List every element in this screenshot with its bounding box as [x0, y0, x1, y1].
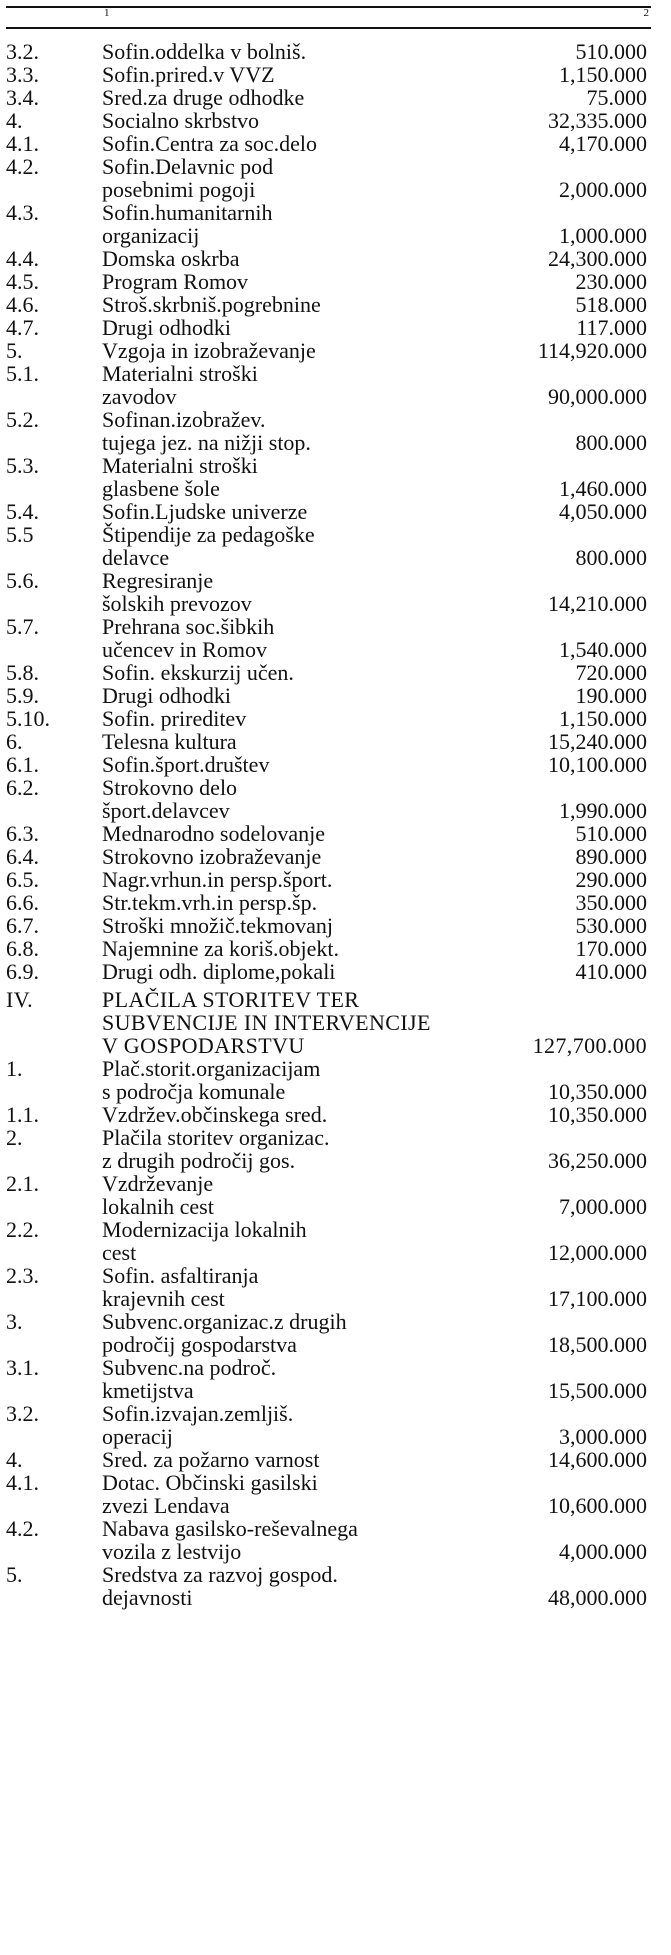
item-amount: 10,600.000: [548, 1493, 647, 1518]
item-number: 6.5.: [6, 867, 39, 892]
item-description: tujega jez. na nižji stop.: [102, 430, 311, 455]
item-description: Drugi odhodki: [102, 315, 231, 340]
item-description: Subvenc.na področ.: [102, 1355, 277, 1380]
top-rule: [6, 6, 651, 8]
item-number: 5.: [6, 1562, 23, 1587]
table-row: [0, 638, 671, 661]
item-description: Modernizacija lokalnih: [102, 1217, 307, 1242]
item-description: Sofin. asfaltiranja: [102, 1263, 259, 1288]
table-row: [0, 661, 671, 684]
item-amount: 24,300.000: [548, 246, 647, 271]
table-row: [0, 891, 671, 914]
item-amount: 510.000: [575, 39, 647, 64]
item-amount: 890.000: [575, 844, 647, 869]
item-number: 3.1.: [6, 1355, 39, 1380]
table-row: [0, 684, 671, 707]
table-row: [0, 270, 671, 293]
table-row: [0, 224, 671, 247]
table-row: [0, 1402, 671, 1425]
item-amount: 1,150.000: [559, 706, 647, 731]
item-description: šport.delavcev: [102, 798, 230, 823]
item-amount: 48,000.000: [548, 1585, 647, 1610]
item-number: 5.5: [6, 522, 34, 547]
item-number: 3.2.: [6, 1401, 39, 1426]
item-number: 1.: [6, 1056, 23, 1081]
item-amount: 1,150.000: [559, 62, 647, 87]
item-amount: 90,000.000: [548, 384, 647, 409]
table-row: [0, 109, 671, 132]
item-description: zvezi Lendava: [102, 1493, 230, 1518]
item-amount: 4,050.000: [559, 499, 647, 524]
item-number: 6.4.: [6, 844, 39, 869]
item-description: Vzdržev.občinskega sred.: [102, 1102, 328, 1127]
item-amount: 530.000: [575, 913, 647, 938]
table-row: [0, 1586, 671, 1609]
item-amount: 510.000: [575, 821, 647, 846]
item-number: 3.3.: [6, 62, 39, 87]
item-number: 2.2.: [6, 1217, 39, 1242]
table-row: [0, 1149, 671, 1172]
table-row: [0, 500, 671, 523]
item-description: Sofinan.izobražev.: [102, 407, 266, 432]
table-row: [0, 408, 671, 431]
item-number: 3.4.: [6, 85, 39, 110]
item-description: Sofin.humanitarnih: [102, 200, 273, 225]
item-description: delavce: [102, 545, 170, 570]
table-row: [0, 1517, 671, 1540]
table-row: [0, 569, 671, 592]
table-row: [0, 1310, 671, 1333]
table-row: [0, 316, 671, 339]
item-description: Sofin. prireditev: [102, 706, 247, 731]
item-number: 5.1.: [6, 361, 39, 386]
item-description: Prehrana soc.šibkih: [102, 614, 275, 639]
item-amount: 14,210.000: [548, 591, 647, 616]
item-description: področij gospodarstva: [102, 1332, 297, 1357]
item-number: 5.2.: [6, 407, 39, 432]
item-number: 4.6.: [6, 292, 39, 317]
item-number: 3.: [6, 1309, 23, 1334]
item-amount: 1,000.000: [559, 223, 647, 248]
table-row: [0, 132, 671, 155]
item-amount: 17,100.000: [548, 1286, 647, 1311]
item-description: Sofin.Delavnic pod: [102, 154, 274, 179]
table-row: [0, 40, 671, 63]
item-amount: 10,350.000: [548, 1079, 647, 1104]
item-number: 5.9.: [6, 683, 39, 708]
item-amount: 4,000.000: [559, 1539, 647, 1564]
header-rule: [6, 27, 651, 29]
item-description: Sofin.prired.v VVZ: [102, 62, 275, 87]
item-number: 6.3.: [6, 821, 39, 846]
item-amount: 36,250.000: [548, 1148, 647, 1173]
item-description: cest: [102, 1240, 137, 1265]
item-amount: 290.000: [575, 867, 647, 892]
item-description: Sofin. ekskurzij učen.: [102, 660, 294, 685]
table-row: [0, 776, 671, 799]
item-amount: 10,100.000: [548, 752, 647, 777]
item-description: Strokovno izobraževanje: [102, 844, 322, 869]
item-number: 4.: [6, 1447, 23, 1472]
item-amount: 800.000: [575, 545, 647, 570]
item-description: posebnimi pogoji: [102, 177, 256, 202]
item-amount: 75.000: [586, 85, 647, 110]
table-row: [0, 201, 671, 224]
table-row: [0, 155, 671, 178]
item-description: Telesna kultura: [102, 729, 237, 754]
table-row: [0, 431, 671, 454]
table-row: [0, 362, 671, 385]
item-description: dejavnosti: [102, 1585, 193, 1610]
item-description: Regresiranje: [102, 568, 214, 593]
item-description: Vzdrževanje: [102, 1171, 214, 1196]
item-amount: 10,350.000: [548, 1102, 647, 1127]
item-number: 5.8.: [6, 660, 39, 685]
table-row: [0, 385, 671, 408]
item-number: 5.4.: [6, 499, 39, 524]
item-amount: 15,240.000: [548, 729, 647, 754]
item-description: Sofin.šport.društev: [102, 752, 270, 777]
budget-table: [0, 40, 671, 1609]
table-row: [0, 339, 671, 362]
table-row: [0, 1379, 671, 1402]
item-description: organizacij: [102, 223, 200, 248]
table-row: [0, 523, 671, 546]
table-row: [0, 1103, 671, 1126]
item-description: Plač.storit.organizacijam: [102, 1056, 321, 1081]
item-number: 2.: [6, 1125, 23, 1150]
table-row: [0, 1195, 671, 1218]
table-row: [0, 615, 671, 638]
item-number: 2.1.: [6, 1171, 39, 1196]
table-row: [0, 868, 671, 891]
item-amount: 127,700.000: [532, 1033, 647, 1058]
item-amount: 1,990.000: [559, 798, 647, 823]
item-description: V GOSPODARSTVU: [102, 1033, 305, 1058]
item-number: 6.2.: [6, 775, 39, 800]
item-number: 6.: [6, 729, 23, 754]
table-row: [0, 1264, 671, 1287]
item-number: 4.: [6, 108, 23, 133]
item-description: Domska oskrba: [102, 246, 240, 271]
item-amount: 114,920.000: [537, 338, 647, 363]
item-amount: 18,500.000: [548, 1332, 647, 1357]
item-number: 6.9.: [6, 959, 39, 984]
column-number-2: 2: [643, 7, 649, 19]
item-number: 6.8.: [6, 936, 39, 961]
item-number: 4.1.: [6, 1470, 39, 1495]
item-description: Nagr.vrhun.in persp.šport.: [102, 867, 333, 892]
item-number: 5.6.: [6, 568, 39, 593]
item-number: 4.4.: [6, 246, 39, 271]
item-number: 4.3.: [6, 200, 39, 225]
table-row: [0, 822, 671, 845]
item-description: Drugi odhodki: [102, 683, 231, 708]
item-description: s področja komunale: [102, 1079, 286, 1104]
table-row: [0, 1287, 671, 1310]
item-number: 5.3.: [6, 453, 39, 478]
table-row: [0, 1425, 671, 1448]
item-number: 5.7.: [6, 614, 39, 639]
item-description: Najemnine za koriš.objekt.: [102, 936, 340, 961]
item-description: Socialno skrbstvo: [102, 108, 260, 133]
table-row: [0, 1494, 671, 1517]
item-description: Nabava gasilsko-reševalnega: [102, 1516, 358, 1541]
item-amount: 12,000.000: [548, 1240, 647, 1265]
item-amount: 32,335.000: [548, 108, 647, 133]
item-description: kmetijstva: [102, 1378, 194, 1403]
item-description: Plačila storitev organizac.: [102, 1125, 330, 1150]
table-row: [0, 1333, 671, 1356]
item-amount: 15,500.000: [548, 1378, 647, 1403]
table-row: [0, 477, 671, 500]
column-number-1: 1: [104, 7, 110, 19]
item-number: 2.3.: [6, 1263, 39, 1288]
item-number: 4.1.: [6, 131, 39, 156]
item-description: PLAČILA STORITEV TER: [102, 987, 360, 1012]
item-description: vozila z lestvijo: [102, 1539, 242, 1564]
item-number: 6.6.: [6, 890, 39, 915]
item-description: Sred. za požarno varnost: [102, 1447, 320, 1472]
table-row: [0, 1241, 671, 1264]
item-amount: 14,600.000: [548, 1447, 647, 1472]
table-row: [0, 1448, 671, 1471]
item-description: Stroš.skrbniš.pogrebnine: [102, 292, 321, 317]
item-number: 4.5.: [6, 269, 39, 294]
table-row: [0, 1218, 671, 1241]
item-description: zavodov: [102, 384, 177, 409]
item-amount: 4,170.000: [559, 131, 647, 156]
item-amount: 190.000: [575, 683, 647, 708]
table-row: [0, 293, 671, 316]
item-number: 1.1.: [6, 1102, 39, 1127]
item-amount: 720.000: [575, 660, 647, 685]
table-row: [0, 730, 671, 753]
item-amount: 7,000.000: [559, 1194, 647, 1219]
item-description: SUBVENCIJE IN INTERVENCIJE: [102, 1010, 431, 1035]
item-description: Stroški množič.tekmovanj: [102, 913, 333, 938]
item-description: glasbene šole: [102, 476, 220, 501]
item-description: Str.tekm.vrh.in persp.šp.: [102, 890, 318, 915]
item-amount: 3,000.000: [559, 1424, 647, 1449]
item-amount: 1,540.000: [559, 637, 647, 662]
item-amount: 1,460.000: [559, 476, 647, 501]
item-description: Sofin.izvajan.zemljiš.: [102, 1401, 294, 1426]
item-description: Dotac. Občinski gasilski: [102, 1470, 318, 1495]
item-number: 5.: [6, 338, 23, 363]
table-row: [0, 753, 671, 776]
item-description: krajevnih cest: [102, 1286, 225, 1311]
table-row: [0, 1471, 671, 1494]
item-number: 5.10.: [6, 706, 50, 731]
item-description: Štipendije za pedagoške: [102, 522, 315, 547]
table-row: [0, 247, 671, 270]
item-description: Sofin.Ljudske univerze: [102, 499, 308, 524]
table-row: [0, 178, 671, 201]
table-row: [0, 63, 671, 86]
item-description: Strokovno delo: [102, 775, 238, 800]
item-description: Subvenc.organizac.z drugih: [102, 1309, 347, 1334]
table-row: [0, 799, 671, 822]
table-header: [0, 0, 671, 40]
item-number: 4.2.: [6, 1516, 39, 1541]
item-description: z drugih področij gos.: [102, 1148, 296, 1173]
item-description: Sred.za druge odhodke: [102, 85, 305, 110]
item-amount: 800.000: [575, 430, 647, 455]
table-row: [0, 937, 671, 960]
table-row: [0, 86, 671, 109]
table-row: [0, 1034, 671, 1057]
item-description: Sredstva za razvoj gospod.: [102, 1562, 338, 1587]
item-description: Vzgoja in izobraževanje: [102, 338, 316, 363]
item-description: lokalnih cest: [102, 1194, 214, 1219]
item-amount: 410.000: [575, 959, 647, 984]
item-description: šolskih prevozov: [102, 591, 252, 616]
item-amount: 230.000: [575, 269, 647, 294]
table-row: [0, 960, 671, 983]
table-row: [0, 914, 671, 937]
table-row: [0, 1011, 671, 1034]
table-row: [0, 1563, 671, 1586]
item-description: Sofin.oddelka v bolniš.: [102, 39, 307, 64]
item-number: IV.: [6, 987, 34, 1012]
item-description: operacij: [102, 1424, 173, 1449]
table-row: [0, 1172, 671, 1195]
table-row: [0, 454, 671, 477]
item-description: Mednarodno sodelovanje: [102, 821, 325, 846]
table-row: [0, 546, 671, 569]
table-row: [0, 845, 671, 868]
table-row: [0, 1080, 671, 1103]
table-row: [0, 1057, 671, 1080]
item-description: učencev in Romov: [102, 637, 267, 662]
item-description: Sofin.Centra za soc.delo: [102, 131, 318, 156]
item-amount: 518.000: [575, 292, 647, 317]
item-number: 4.7.: [6, 315, 39, 340]
item-number: 4.2.: [6, 154, 39, 179]
table-row: [0, 1540, 671, 1563]
item-description: Materialni stroški: [102, 453, 258, 478]
item-amount: 2,000.000: [559, 177, 647, 202]
item-amount: 117.000: [576, 315, 647, 340]
item-description: Program Romov: [102, 269, 249, 294]
item-number: 6.1.: [6, 752, 39, 777]
item-number: 3.2.: [6, 39, 39, 64]
table-row: [0, 707, 671, 730]
item-description: Materialni stroški: [102, 361, 258, 386]
item-amount: 170.000: [575, 936, 647, 961]
table-row: [0, 988, 671, 1011]
item-number: 6.7.: [6, 913, 39, 938]
table-row: [0, 1356, 671, 1379]
table-row: [0, 592, 671, 615]
item-description: Drugi odh. diplome,pokali: [102, 959, 336, 984]
table-row: [0, 1126, 671, 1149]
item-amount: 350.000: [575, 890, 647, 915]
